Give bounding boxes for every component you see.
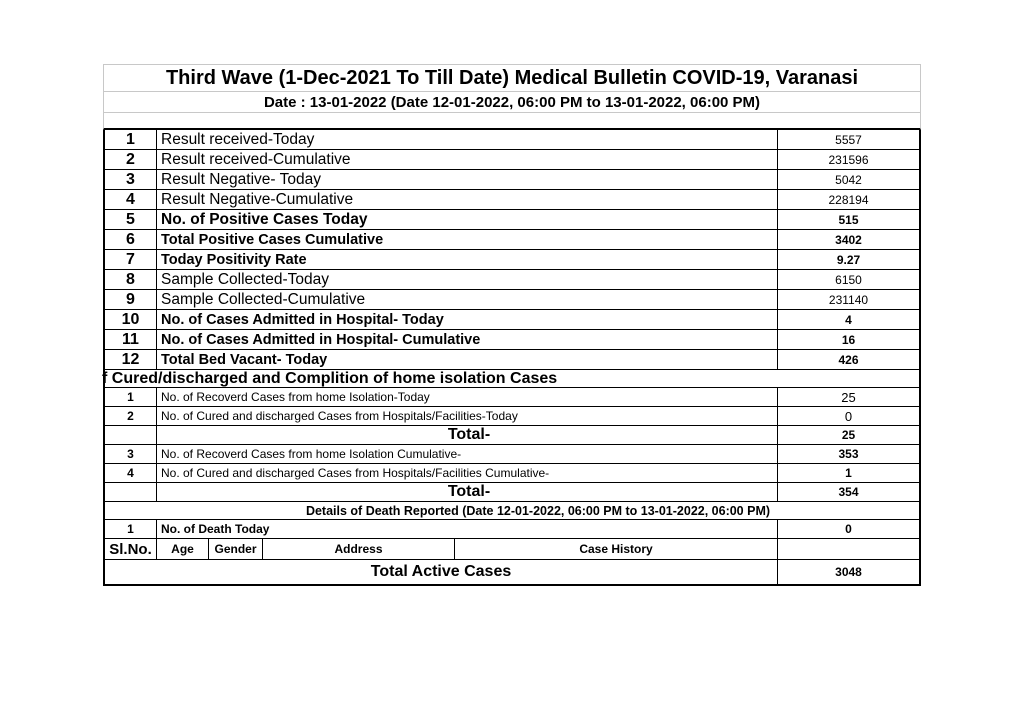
total-value: 354 — [838, 485, 859, 499]
row-label: No. of Cases Admitted in Hospital- Today — [157, 310, 778, 329]
table-row — [103, 445, 921, 464]
row-value: 6150 — [835, 272, 862, 287]
row-label: Result received-Today — [157, 130, 778, 149]
bulletin-date: Date : 13-01-2022 (Date 12-01-2022, 06:00 PM to 13-01-2022, 06:00 PM) — [263, 93, 761, 111]
row-number: 11 — [105, 330, 157, 349]
row-label: No. of Death Today — [157, 520, 778, 538]
row-label: Result Negative- Today — [157, 170, 778, 189]
table-row — [103, 310, 921, 330]
row-label: Sample Collected-Cumulative — [157, 290, 778, 309]
table-row — [103, 130, 921, 150]
row-value: 353 — [838, 447, 859, 461]
row-label: Total Bed Vacant- Today — [157, 350, 778, 369]
row-value: 9.27 — [836, 252, 861, 267]
row-value: 1 — [845, 466, 852, 480]
row-value: 231596 — [828, 152, 869, 167]
row-value: 3402 — [835, 232, 862, 247]
row-number: 3 — [105, 170, 157, 189]
active-cases-label: Total Active Cases — [105, 560, 778, 584]
header-sl-no: Sl.No. — [105, 539, 157, 559]
row-value: 0 — [844, 408, 853, 424]
table-row — [103, 350, 921, 370]
row-number: 10 — [105, 310, 157, 329]
table-row — [103, 150, 921, 170]
cumulative-total-row — [103, 483, 921, 502]
cured-section-heading: f Cured/discharged and Complition of home isolation Cases — [102, 370, 558, 387]
row-value: 16 — [841, 332, 856, 347]
table-row — [103, 190, 921, 210]
row-value: 515 — [838, 212, 859, 227]
active-cases-value: 3048 — [835, 565, 862, 579]
row-number: 4 — [105, 464, 157, 482]
row-label: No. of Recoverd Cases from home Isolation-Today — [157, 388, 778, 406]
death-details-header-row — [103, 539, 921, 560]
table-row — [103, 170, 921, 190]
death-details-title: Details of Death Reported (Date 12-01-2022, 06:00 PM to 13-01-2022, 06:00 PM) — [305, 503, 771, 518]
row-label: No. of Cured and discharged Cases from Hospitals/Facilities-Today — [157, 407, 778, 425]
death-count-row — [103, 520, 921, 539]
spacer-row — [103, 113, 921, 130]
table-row — [103, 330, 921, 350]
table-row — [103, 464, 921, 483]
row-number: 5 — [105, 210, 157, 229]
row-label: Result Negative-Cumulative — [157, 190, 778, 209]
row-label: Total Positive Cases Cumulative — [157, 230, 778, 249]
cured-section-heading-row — [103, 370, 921, 388]
today-total-row — [103, 426, 921, 445]
table-row — [103, 230, 921, 250]
row-value: 0 — [845, 522, 852, 536]
header-gender: Gender — [209, 539, 263, 559]
row-label: No. of Cases Admitted in Hospital- Cumulative — [157, 330, 778, 349]
row-label: No. of Recoverd Cases from home Isolation Cumulative- — [157, 445, 778, 463]
total-label: Total- — [157, 426, 778, 444]
row-number: 2 — [105, 407, 157, 425]
row-label: No. of Cured and discharged Cases from Hospitals/Facilities Cumulative- — [157, 464, 778, 482]
row-label: Sample Collected-Today — [157, 270, 778, 289]
row-number: 1 — [105, 388, 157, 406]
date-row — [103, 92, 921, 113]
row-value: 4 — [845, 312, 852, 327]
header-age: Age — [157, 539, 209, 559]
total-label: Total- — [157, 483, 778, 501]
row-number: 12 — [105, 350, 157, 369]
row-value: 231140 — [828, 292, 869, 307]
table-row — [103, 407, 921, 426]
table-row — [103, 250, 921, 270]
row-number — [105, 483, 157, 501]
death-details-title-row — [103, 502, 921, 520]
row-number: 1 — [105, 520, 157, 538]
row-value: 5557 — [835, 132, 862, 147]
row-value: 25 — [841, 389, 856, 405]
active-cases-row — [103, 560, 921, 586]
title-row — [103, 64, 921, 92]
row-number — [105, 426, 157, 444]
row-number: 7 — [105, 250, 157, 269]
row-label: Result received-Cumulative — [157, 150, 778, 169]
total-value: 25 — [841, 428, 856, 442]
header-case-history: Case History — [455, 539, 778, 559]
row-number: 2 — [105, 150, 157, 169]
row-number: 6 — [105, 230, 157, 249]
bulletin-title: Third Wave (1-Dec-2021 To Till Date) Medical Bulletin COVID-19, Varanasi — [165, 66, 859, 89]
row-label: Today Positivity Rate — [157, 250, 778, 269]
table-row — [103, 290, 921, 310]
table-row — [103, 388, 921, 407]
table-row — [103, 210, 921, 230]
table-row — [103, 270, 921, 290]
row-value: 426 — [838, 352, 859, 367]
row-value: 5042 — [835, 172, 862, 187]
header-address: Address — [263, 539, 455, 559]
row-number: 4 — [105, 190, 157, 209]
row-number: 3 — [105, 445, 157, 463]
bulletin-table — [103, 64, 921, 586]
row-label: No. of Positive Cases Today — [157, 210, 778, 229]
row-number: 1 — [105, 130, 157, 149]
row-value: 228194 — [828, 192, 869, 207]
row-number: 9 — [105, 290, 157, 309]
row-number: 8 — [105, 270, 157, 289]
